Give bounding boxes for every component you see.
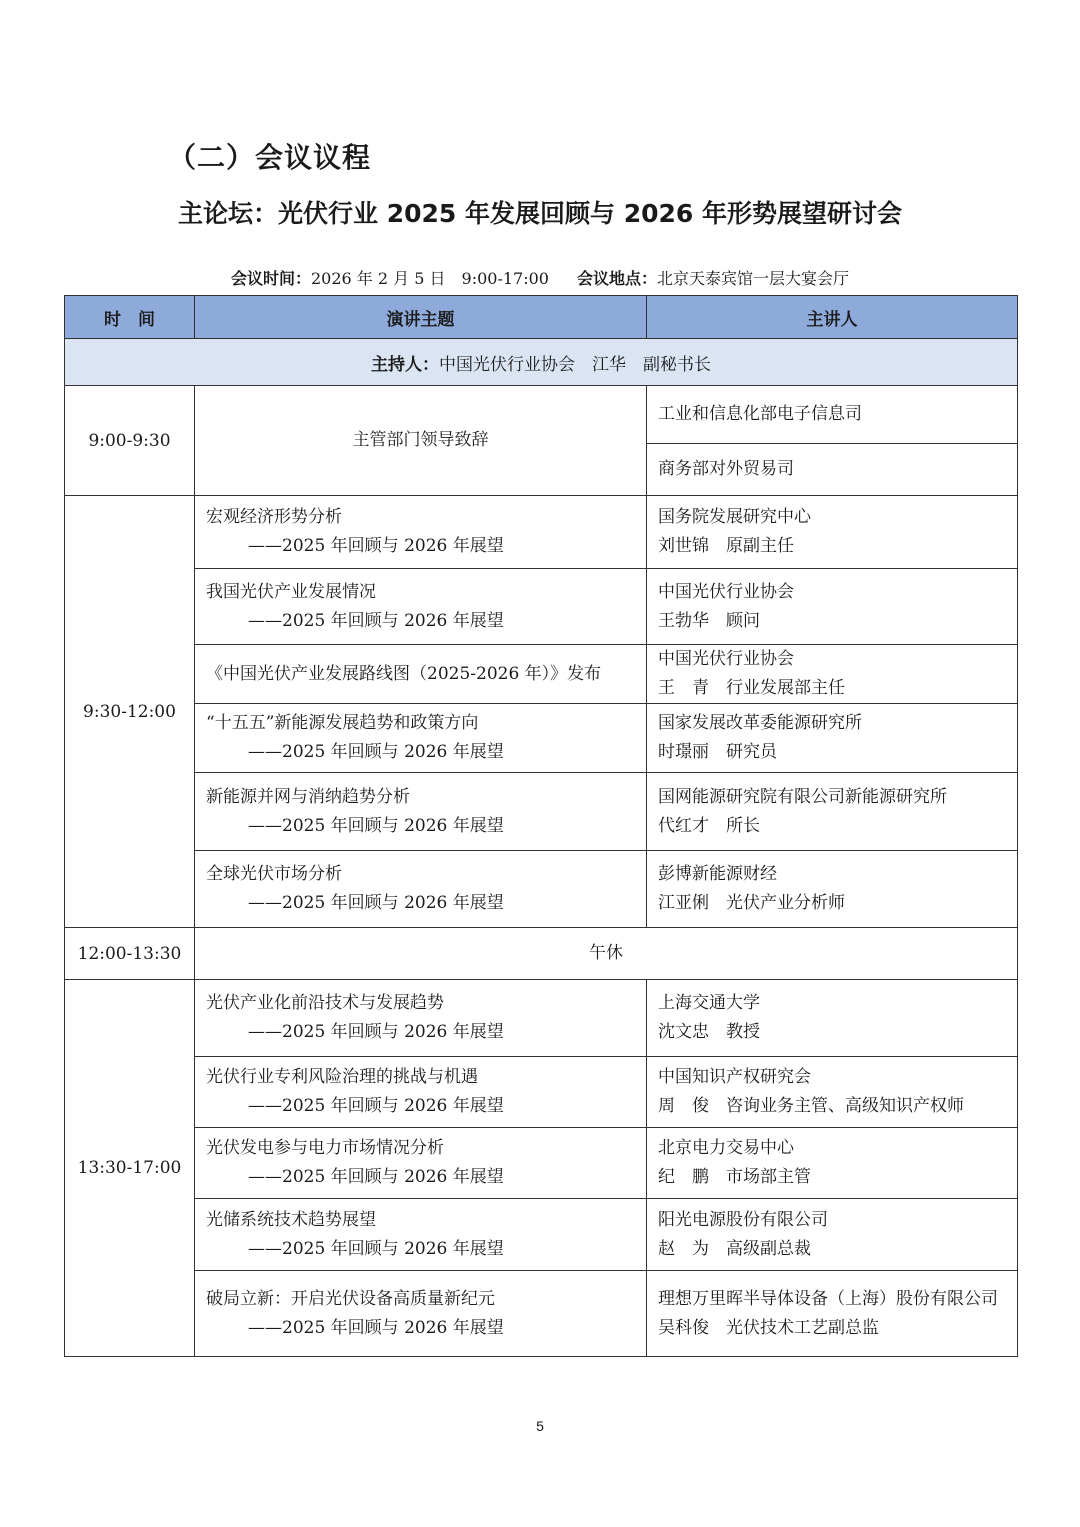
topic-cell	[195, 645, 647, 704]
speaker-person: 代红才 所长	[658, 815, 760, 836]
speaker-org: 彭博新能源财经	[658, 864, 777, 884]
topic-subtitle: ——2025 年回顾与 2026 年展望	[248, 1167, 504, 1187]
meeting-time-value: 2026 年 2 月 5 日 9:00-17:00	[311, 269, 549, 288]
topic-cell	[195, 569, 647, 645]
topic-subtitle: ——2025 年回顾与 2026 年展望	[248, 815, 504, 836]
speaker-org: 理想万里晖半导体设备（上海）股份有限公司	[658, 1288, 998, 1309]
table-row	[65, 496, 1018, 569]
header-time: 时 间	[65, 296, 195, 339]
time-cell: 9:30-12:00	[65, 496, 195, 928]
speaker-cell	[647, 1128, 1018, 1199]
table-row	[65, 1271, 1018, 1357]
speaker-org: 中国光伏行业协会	[658, 649, 794, 669]
topic-title: 光伏产业化前沿技术与发展趋势	[206, 993, 444, 1013]
speaker-person: 赵 为 高级副总裁	[658, 1238, 811, 1259]
page-number: 5	[536, 1418, 544, 1434]
meeting-time-label: 会议时间：	[230, 269, 311, 288]
table-row	[65, 1128, 1018, 1199]
table-row	[65, 1199, 1018, 1271]
meeting-venue-label: 会议地点：	[576, 269, 657, 288]
speaker-org: 国务院发展研究中心	[658, 507, 811, 527]
speaker-cell	[647, 645, 1018, 704]
speaker-person: 时璟丽 研究员	[658, 742, 777, 762]
speaker-cell	[647, 773, 1018, 851]
speaker-org: 阳光电源股份有限公司	[658, 1209, 828, 1230]
table-row	[65, 645, 1018, 704]
topic-subtitle: ——2025 年回顾与 2026 年展望	[248, 1022, 504, 1042]
table-row	[65, 569, 1018, 645]
topic-title: “十五五”新能源发展趋势和政策方向	[206, 713, 479, 733]
topic-cell	[195, 1128, 647, 1199]
speaker-cell	[647, 1057, 1018, 1128]
host-row	[65, 339, 1018, 386]
header-speaker: 主讲人	[647, 296, 1018, 339]
topic-title: 破局立新：开启光伏设备高质量新纪元	[206, 1288, 495, 1309]
topic-title: 光伏行业专利风险治理的挑战与机遇	[206, 1067, 478, 1087]
speaker-org: 北京电力交易中心	[658, 1138, 794, 1158]
speaker-cell	[647, 1271, 1018, 1357]
meeting-venue-value: 北京天泰宾馆一层大宴会厅	[656, 269, 849, 288]
topic-subtitle: ——2025 年回顾与 2026 年展望	[248, 742, 504, 762]
topic-cell	[195, 1057, 647, 1128]
topic-subtitle: ——2025 年回顾与 2026 年展望	[248, 536, 504, 556]
topic-cell	[195, 980, 647, 1057]
topic-subtitle: ——2025 年回顾与 2026 年展望	[248, 893, 504, 913]
speaker-org: 上海交通大学	[658, 993, 760, 1013]
speaker-person: 刘世锦 原副主任	[658, 536, 794, 556]
table-row	[65, 704, 1018, 773]
speaker-person: 周 俊 咨询业务主管、高级知识产权师	[658, 1096, 964, 1116]
speaker-person: 江亚俐 光伏产业分析师	[658, 893, 845, 913]
table-row	[65, 851, 1018, 928]
topic-cell	[195, 1199, 647, 1271]
table-row	[65, 386, 1018, 444]
topic-subtitle: ——2025 年回顾与 2026 年展望	[248, 1317, 504, 1338]
topic-subtitle: ——2025 年回顾与 2026 年展望	[248, 610, 504, 631]
topic-title: 《中国光伏产业发展路线图（2025-2026 年）》发布	[206, 663, 602, 684]
table-row	[65, 1057, 1018, 1128]
host-cell	[65, 339, 1018, 386]
lunch-row	[65, 928, 1018, 980]
table-header-row	[65, 296, 1018, 339]
speaker-cell	[647, 496, 1018, 569]
speaker-person: 沈文忠 教授	[658, 1022, 760, 1042]
topic-subtitle: ——2025 年回顾与 2026 年展望	[248, 1238, 504, 1259]
topic-cell	[195, 496, 647, 569]
speaker-cell: 工业和信息化部电子信息司	[647, 386, 1018, 444]
table-row	[65, 773, 1018, 851]
section-heading: （二）会议议程	[168, 141, 372, 174]
topic-cell	[195, 773, 647, 851]
host-value: 中国光伏行业协会 江华 副秘书长	[439, 354, 711, 375]
topic-title: 宏观经济形势分析	[206, 507, 342, 527]
speaker-org: 国网能源研究院有限公司新能源研究所	[658, 786, 947, 807]
topic-title: 光储系统技术趋势展望	[206, 1209, 376, 1230]
speaker-org: 中国知识产权研究会	[658, 1067, 811, 1087]
speaker-person: 王 青 行业发展部主任	[658, 678, 845, 698]
speaker-cell: 商务部对外贸易司	[647, 444, 1018, 496]
header-topic: 演讲主题	[195, 296, 647, 339]
time-cell: 13:30-17:00	[65, 980, 195, 1357]
speaker-person: 纪 鹏 市场部主管	[658, 1167, 811, 1187]
table-row	[65, 980, 1018, 1057]
speaker-cell	[647, 704, 1018, 773]
topic-title: 我国光伏产业发展情况	[206, 581, 376, 602]
topic-subtitle: ——2025 年回顾与 2026 年展望	[248, 1096, 504, 1116]
speaker-person: 王勃华 顾问	[658, 610, 760, 631]
speaker-cell	[647, 851, 1018, 928]
time-cell: 9:00-9:30	[65, 386, 195, 496]
forum-title: 主论坛：光伏行业 2025 年发展回顾与 2026 年形势展望研讨会	[178, 199, 902, 228]
speaker-org: 中国光伏行业协会	[658, 581, 794, 602]
meeting-info	[0, 266, 1080, 289]
topic-cell	[195, 1271, 647, 1357]
time-cell: 12:00-13:30	[65, 928, 195, 980]
speaker-cell	[647, 569, 1018, 645]
topic-title: 全球光伏市场分析	[206, 864, 342, 884]
agenda-table	[64, 295, 1018, 1357]
topic-cell	[195, 851, 647, 928]
speaker-person: 吴科俊 光伏技术工艺副总监	[658, 1317, 879, 1338]
speaker-cell	[647, 980, 1018, 1057]
host-label: 主持人：	[371, 354, 439, 375]
topic-cell	[195, 704, 647, 773]
topic-cell: 主管部门领导致辞	[195, 386, 647, 496]
topic-title: 新能源并网与消纳趋势分析	[206, 786, 410, 807]
speaker-cell	[647, 1199, 1018, 1271]
speaker-org: 国家发展改革委能源研究所	[658, 713, 862, 733]
lunch-cell: 午休	[195, 928, 1018, 980]
topic-title: 光伏发电参与电力市场情况分析	[206, 1138, 444, 1158]
